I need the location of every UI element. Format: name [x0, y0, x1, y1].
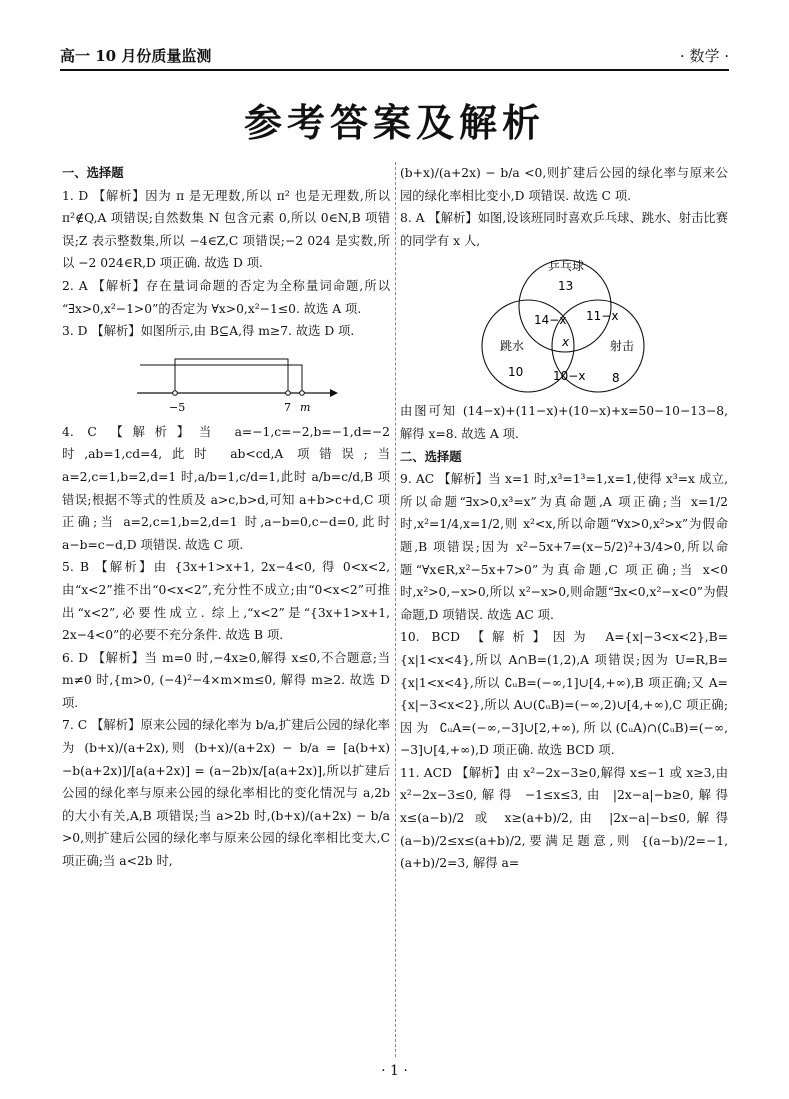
venn-shoot-only: 8 — [612, 371, 620, 386]
answer-8: 8. A 【解析】如图,设该班同时喜欢乒乓球、跳水、射击比赛的同学有 x 人, — [400, 211, 728, 248]
answer-7-continued: (b+x)/(a+2x) − b/a <0,则扩建后公园的绿化率与原来公园的绿化率相比变小,D 项错误. 故选 C 项. — [400, 166, 728, 203]
venn-set-dive: 跳水 — [500, 339, 525, 354]
section-heading-1: 一、选择题 — [62, 165, 124, 180]
venn-dive-shoot: 10−x — [553, 369, 586, 384]
nl-label-7: 7 — [284, 400, 291, 414]
venn-set-pingpong: 乒乓球 — [548, 259, 585, 274]
right-column — [400, 162, 728, 875]
section-heading-2: 二、选择题 — [400, 448, 462, 464]
venn-diagram — [400, 256, 728, 396]
number-line-figure — [62, 347, 390, 417]
answer-11: 11. ACD 【解析】由 x²−2x−3≥0,解得 x≤−1 或 x≥3,由 x²−2x−3≤0,解得 −1≤x≤3,由 |2x−a|−b≥0,解得 x≤(a−b)/2 或 x≥(a+b)/2,由 |2x−a|−b≤0,解得 (a−b)/2≤x≤(a+b)/2,要满足题意,则 {(a−b)/2=−1, (a+b)/2=3, 解得 a= — [400, 765, 728, 871]
page-title: 参考答案及解析 — [243, 101, 545, 145]
page-number: · 1 · — [381, 1063, 408, 1079]
page-header — [60, 40, 729, 71]
venn-pingpong-dive: 14−x — [534, 313, 567, 328]
nl-label-neg5: −5 — [169, 400, 186, 414]
answer-4: 4. C 【解析】当 a=−1,c=−2,b=−1,d=−2 时,ab=1,cd=4,此时 ab<cd,A 项错误;当 a=2,c=1,b=2,d=1 时,a/b=1,c/d=1,此时 a/b=c/d,B 项错误;根据不等式的性质及 a>c,b>d,可知 a+b>c+d,C 项正确;当 a=2,c=1,b=2,d=1 时,a−b=0,c−d=0,此时 a−b=c−d,D 项错误. 故选 C 项. — [62, 424, 390, 552]
answer-10: 10. BCD 【解析】因为 A={x|−3<x<2},B={x|1<x<4},所以 A∩B=(1,2),A 项错误;因为 U=R,B={x|1<x<4},所以 ∁ᵤB=(−∞,1]∪[4,+∞),B 项正确;又 A={x|−3<x<2},所以 A∪(∁ᵤB)=(−∞,2)∪[4,+∞),C 项正确;因为 ∁ᵤA=(−∞,−3]∪[2,+∞),所以(∁ᵤA)∩(∁ᵤB)=(−∞,−3]∪[4,+∞),D 项正确. 故选 BCD 项. — [400, 630, 728, 758]
venn-pingpong-shoot: 11−x — [586, 309, 619, 324]
answer-9: 9. AC 【解析】当 x=1 时,x³=1³=1,x=1,使得 x³=x 成立,所以命题“∃x>0,x³=x”为真命题,A 项正确;当 x=1/2 时,x²=1/4,x=1/2,则 x²<x,所以命题“∀x>0,x²>x”为假命题,B 项错误;因为 x²−5x+7=(x−5/2)²+3/4>0,所以命题“∀x∈R,x²−5x+7>0”为真命题,C 项正确;当 x<0 时,x²>0,−x>0,所以 x²−x>0,则命题“∃x<0,x²−x<0”为假命题,D 项错误. 故选 AC 项. — [400, 472, 728, 622]
answer-6: 6. D 【解析】当 m=0 时,−4x≥0,解得 x≤0,不合题意;当 m≠0 时,{m>0, (−4)²−4×m×m≤0, 解得 m≥2. 故选 D 项. — [62, 650, 390, 710]
answer-1: 1. D 【解析】因为 π 是无理数,所以 π² 也是无理数,所以 π²∉Q,A 项错误;自然数集 N 包含元素 0,所以 0∈N,B 项错误;Z 表示整数集,所以 −4∈Z,C 项错误;−2 024 是实数,所以 −2 024∈R,D 项正确. 故选 D 项. — [62, 188, 390, 271]
answer-8-continued: 由图可知 (14−x)+(11−x)+(10−x)+x=50−10−13−8,解得 x=8. 故选 A 项. — [400, 404, 728, 441]
venn-center: x — [562, 335, 570, 350]
venn-dive-only: 10 — [508, 365, 524, 380]
answer-2: 2. A 【解析】存在量词命题的否定为全称量词命题,所以 “∃x>0,x²−1>0”的否定为 ∀x>0,x²−1≤0. 故选 A 项. — [62, 278, 390, 316]
answer-7: 7. C 【解析】原来公园的绿化率为 b/a,扩建后公园的绿化率为 (b+x)/(a+2x),则 (b+x)/(a+2x) − b/a = [a(b+x)−b(a+2x)]/[a(a+2x)] = (a−2b)x/[a(a+2x)],所以扩建后公园的绿化率与原来公园的绿化率相比的变化情况与 a,2b 的大小有关,A,B 项错误;当 a>2b 时,(b+x)/(a+2x) − b/a >0,则扩建后公园的绿化率与原来公园的绿化率相比变大,C 项正确;当 a<2b 时, — [62, 718, 390, 869]
venn-pingpong-only: 13 — [558, 279, 574, 294]
answer-3: 3. D 【解析】如图所示,由 B⊆A,得 m≥7. 故选 D 项. — [62, 324, 355, 339]
column-divider — [395, 162, 396, 1057]
header-left: 高一 10 月份质量监测 — [60, 47, 212, 65]
answer-5: 5. B 【解析】由 {3x+1>x+1, 2x−4<0, 得 0<x<2,由“x<2”推不出“0<x<2”,充分性不成立;由“0<x<2”可推出“x<2”,必要性成立. 综上,“x<2”是“{3x+1>x+1, 2x−4<0”的必要不充分条件. 故选 B 项. — [62, 560, 390, 643]
header-right: · 数学 · — [679, 47, 729, 65]
nl-label-m: m — [300, 400, 311, 414]
left-column — [62, 162, 390, 873]
venn-set-shoot: 射击 — [610, 339, 635, 354]
